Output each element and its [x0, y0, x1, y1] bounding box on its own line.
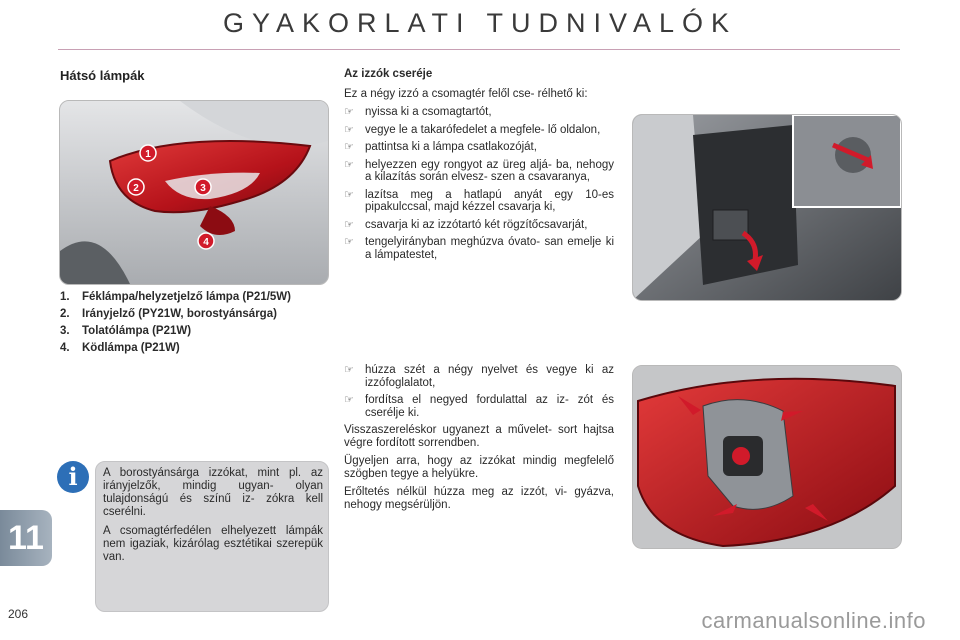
step-item — [344, 159, 614, 184]
step-text: húzza szét a négy nyelvet és vegye ki az izzófoglalatot, — [365, 364, 614, 389]
legend-item — [60, 291, 310, 304]
legend-text: Féklámpa/helyzetjelző lámpa (P21/5W) — [82, 291, 291, 303]
angle-paragraph: Ügyeljen arra, hogy az izzókat mindig megfelelő szögben tegye a helyükre. — [344, 455, 614, 480]
step-text: fordítsa el negyed fordulattal az iz- zót és cserélje ki. — [365, 394, 614, 419]
bulb-legend — [60, 291, 310, 359]
pointing-hand-icon: ☞ — [344, 106, 354, 118]
info-paragraph: A borostyánsárga izzókat, mint pl. az irányjelzők, mindig ugyan- olyan tulajdonságú és színű iz- zókra kell cserélni. — [103, 467, 323, 518]
step-item — [344, 141, 614, 154]
step-text: vegye le a takarófedelet a megfele- lő oldalon, — [365, 123, 601, 136]
replacement-instructions-continued — [344, 364, 614, 517]
pointing-hand-icon: ☞ — [344, 364, 354, 376]
page-title: GYAKORLATI TUDNIVALÓK — [222, 8, 738, 38]
header-divider — [58, 49, 900, 50]
callout-4-label: 4 — [203, 237, 209, 248]
legend-item — [60, 308, 310, 321]
step-item — [344, 236, 614, 261]
watermark: carmanualsonline.info — [701, 608, 926, 633]
trunk-photo — [632, 114, 902, 301]
step-item — [344, 394, 614, 419]
steps-list — [344, 364, 614, 419]
pointing-hand-icon: ☞ — [344, 123, 354, 136]
section-title: Hátsó lámpák — [60, 68, 145, 83]
step-text: nyissa ki a csomagtartót, — [365, 106, 492, 118]
intro-paragraph: Ez a négy izzó a csomagtér felől cse- rélhető ki: — [344, 87, 588, 100]
pointing-hand-icon: ☞ — [344, 236, 354, 248]
step-text: lazítsa meg a hatlapú anyát egy 10-es pipakulccsal, majd kézzel csavarja ki, — [365, 188, 614, 213]
pointing-hand-icon: ☞ — [344, 188, 354, 201]
bulb-holder-photo — [632, 365, 902, 549]
tail-lamp-illustration — [60, 101, 328, 284]
info-icon: i — [57, 461, 89, 493]
callout-3-label: 3 — [200, 183, 206, 194]
step-item — [344, 219, 614, 232]
step-item — [344, 124, 614, 137]
info-paragraph: A csomagtérfedélen elhelyezett lámpák nem igaziak, kizárólag esztétikai szerepük van. — [103, 525, 323, 563]
steps-list — [344, 106, 614, 261]
legend-item — [60, 325, 310, 338]
legend-item — [60, 342, 310, 355]
legend-text: Irányjelző (PY21W, borostyánsárga) — [82, 308, 277, 320]
step-item — [344, 364, 614, 389]
tail-lamp-photo — [59, 100, 329, 285]
legend-number: 4. — [60, 342, 70, 354]
pointing-hand-icon: ☞ — [344, 394, 354, 406]
step-text: csavarja ki az izzótartó két rögzítőcsavarját, — [365, 218, 588, 231]
bulb-holder-illustration — [633, 366, 901, 548]
callout-2-label: 2 — [133, 183, 139, 194]
trunk-illustration — [633, 115, 901, 300]
page-number: 206 — [8, 607, 29, 621]
legend-number: 1. — [60, 291, 70, 303]
legend-text: Ködlámpa (P21W) — [82, 342, 180, 354]
pointing-hand-icon: ☞ — [344, 158, 354, 171]
step-text: tengelyirányban meghúzva óvato- san emelje ki a lámpatestet, — [365, 236, 614, 261]
step-text: helyezzen egy rongyot az üreg aljá- ba, nehogy a kilazítás során elvesz- szen a csavaranya, — [365, 158, 614, 183]
info-text — [103, 467, 323, 570]
legend-number: 3. — [60, 325, 70, 337]
reassembly-paragraph: Visszaszereléskor ugyanezt a művelet- sort hajtsa végre fordított sorrendben. — [344, 424, 614, 449]
step-text: pattintsa ki a lámpa csatlakozóját, — [365, 141, 537, 153]
legend-text: Tolatólámpa (P21W) — [82, 325, 192, 337]
callout-1-label: 1 — [145, 149, 151, 160]
pointing-hand-icon: ☞ — [344, 218, 354, 231]
force-paragraph: Erőltetés nélkül húzza meg az izzót, vi- gyázva, nehogy megsérüljön. — [344, 486, 614, 511]
subsection-title: Az izzók cseréje — [344, 68, 433, 80]
pointing-hand-icon: ☞ — [344, 141, 354, 153]
step-item — [344, 189, 614, 214]
replacement-instructions — [344, 68, 614, 266]
chapter-number: 11 — [8, 519, 44, 557]
step-item — [344, 106, 614, 119]
legend-number: 2. — [60, 308, 70, 320]
